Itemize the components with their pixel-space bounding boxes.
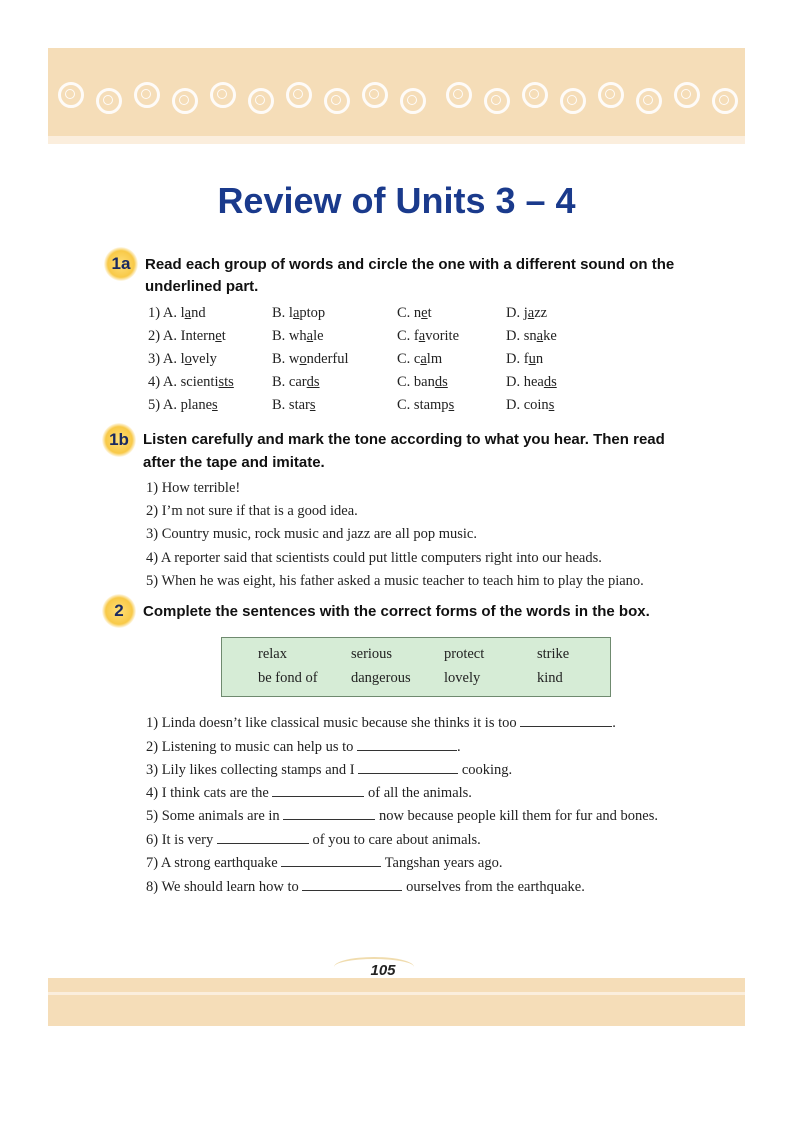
underlined-part: a — [418, 328, 426, 344]
sentence-text: 3) Lily likes collecting stamps and I — [146, 762, 355, 778]
section-badge-1a: 1a — [104, 247, 138, 281]
word-box-item: kind — [537, 670, 563, 686]
word-box-item: protect — [444, 646, 485, 662]
ring-ornament-icon — [712, 88, 738, 114]
answer-blank[interactable] — [281, 852, 381, 867]
underlined-part: ds — [306, 374, 320, 390]
word-option[interactable]: B. stars — [272, 397, 316, 413]
underlined-part: sts — [218, 374, 234, 390]
word-option[interactable]: C. net — [397, 305, 432, 321]
underlined-part: e — [421, 305, 428, 321]
word-option[interactable]: C. bands — [397, 374, 448, 390]
section-1a-instruction-line1: Read each group of words and circle the one with a different sound on the — [145, 256, 675, 273]
sentence-text: of you to care about animals. — [312, 832, 481, 848]
underlined-part: ds — [434, 374, 448, 390]
word-option[interactable]: B. cards — [272, 374, 320, 390]
fill-in-sentence — [146, 782, 472, 802]
ring-ornament-icon — [446, 82, 472, 108]
word-box-item: dangerous — [351, 670, 411, 686]
ring-ornament-icon — [248, 88, 274, 114]
sentence-text: of all the animals. — [368, 785, 472, 801]
word-box-item: serious — [351, 646, 393, 662]
word-box-item: relax — [258, 646, 287, 662]
underlined-part: e — [215, 328, 222, 344]
sentence-text: cooking. — [461, 762, 513, 778]
section-1a-instruction-line2: underlined part. — [145, 278, 259, 295]
ring-ornament-icon — [362, 82, 388, 108]
answer-blank[interactable] — [217, 829, 309, 844]
fill-in-sentence — [146, 805, 658, 825]
ring-ornament-icon — [636, 88, 662, 114]
fill-in-sentence — [146, 876, 585, 896]
word-box-item: strike — [537, 646, 570, 662]
ring-ornament-icon — [96, 88, 122, 114]
word-box — [221, 637, 611, 697]
word-option[interactable]: D. heads — [506, 374, 557, 390]
ring-ornament-icon — [134, 82, 160, 108]
answer-blank[interactable] — [357, 736, 457, 751]
answer-blank[interactable] — [302, 876, 402, 891]
underlined-part: o — [299, 351, 307, 367]
underlined-part: a — [306, 328, 314, 344]
word-option[interactable]: 1) A. land — [148, 305, 206, 321]
list-item: 5) When he was eight, his father asked a music teacher to teach him to play the piano. — [146, 573, 644, 589]
underlined-part: a — [527, 305, 535, 321]
word-option[interactable]: C. favorite — [397, 328, 460, 344]
ring-ornament-icon — [598, 82, 624, 108]
underlined-part: s — [448, 397, 455, 413]
sentence-text: ourselves from the earthquake. — [406, 879, 585, 895]
word-box-item: be fond of — [258, 670, 318, 686]
word-option[interactable]: 4) A. scientists — [148, 374, 234, 390]
word-option[interactable]: D. coins — [506, 397, 555, 413]
word-option[interactable]: D. jazz — [506, 305, 548, 321]
decorative-rings — [58, 80, 738, 114]
sentence-text: 5) Some animals are in — [146, 808, 280, 824]
section-badge-1b: 1b — [102, 423, 136, 457]
sentence-text: . — [457, 739, 461, 755]
word-box-item: lovely — [444, 670, 481, 686]
list-item: 3) Country music, rock music and jazz are all pop music. — [146, 526, 477, 542]
word-option[interactable]: B. wonderful — [272, 351, 349, 367]
underlined-part: a — [536, 328, 544, 344]
ring-ornament-icon — [210, 82, 236, 108]
fill-in-sentence — [146, 852, 502, 872]
ring-ornament-icon — [58, 82, 84, 108]
underlined-part: a — [420, 351, 427, 367]
page-number: 105 — [370, 962, 396, 979]
header-banner-strip — [48, 136, 745, 144]
word-option[interactable]: B. laptop — [272, 305, 326, 321]
word-option[interactable]: B. whale — [272, 328, 324, 344]
list-item: 2) I’m not sure if that is a good idea. — [146, 503, 358, 519]
list-item: 4) A reporter said that scientists could put little computers right into our heads. — [146, 550, 602, 566]
footer-band — [48, 978, 745, 1026]
underlined-part: ds — [543, 374, 557, 390]
sentence-text: 1) Linda doesn’t like classical music because she thinks it is too — [146, 715, 517, 731]
word-option[interactable]: 3) A. lovely — [148, 351, 217, 367]
underlined-part: u — [528, 351, 536, 367]
sentence-text: 7) A strong earthquake — [146, 855, 278, 871]
ring-ornament-icon — [484, 88, 510, 114]
ring-ornament-icon — [172, 88, 198, 114]
ring-ornament-icon — [286, 82, 312, 108]
section-1b-instruction-line1: Listen carefully and mark the tone according to what you hear. Then read — [143, 431, 665, 448]
sentence-text: now because people kill them for fur and bones. — [378, 808, 658, 824]
underlined-part: s — [548, 397, 555, 413]
answer-blank[interactable] — [283, 805, 375, 820]
answer-blank[interactable] — [358, 759, 458, 774]
fill-in-sentence — [146, 829, 481, 849]
sentence-text: 6) It is very — [146, 832, 214, 848]
sentence-text: . — [612, 715, 616, 731]
list-item: 1) How terrible! — [146, 480, 241, 496]
underlined-part: s — [309, 397, 316, 413]
sentence-text: 2) Listening to music can help us to — [146, 739, 354, 755]
word-option[interactable]: 2) A. Internet — [148, 328, 226, 344]
underlined-part: s — [212, 397, 218, 413]
ring-ornament-icon — [674, 82, 700, 108]
word-option[interactable]: C. stamps — [397, 397, 455, 413]
underlined-part: o — [184, 351, 192, 367]
answer-blank[interactable] — [520, 712, 612, 727]
word-option[interactable]: 5) A. planes — [148, 397, 218, 413]
word-option[interactable]: D. snake — [506, 328, 557, 344]
sentence-text: 8) We should learn how to — [146, 879, 299, 895]
word-option[interactable]: D. fun — [506, 351, 544, 367]
answer-blank[interactable] — [272, 782, 364, 797]
ring-ornament-icon — [400, 88, 426, 114]
sentence-text: Tangshan years ago. — [384, 855, 503, 871]
ring-ornament-icon — [324, 88, 350, 114]
page-title: Review of Units 3 – 4 — [217, 180, 576, 221]
underlined-part: a — [184, 305, 192, 321]
fill-in-sentence — [146, 736, 461, 756]
section-2-instruction: Complete the sentences with the correct forms of the words in the box. — [143, 603, 650, 620]
word-option[interactable]: C. calm — [397, 351, 443, 367]
sentence-text: 4) I think cats are the — [146, 785, 269, 801]
ring-ornament-icon — [560, 88, 586, 114]
fill-in-sentence — [146, 759, 512, 779]
underlined-part: a — [292, 305, 300, 321]
ring-ornament-icon — [522, 82, 548, 108]
fill-in-sentence — [146, 712, 616, 732]
section-1b-instruction-line2: after the tape and imitate. — [143, 454, 325, 471]
section-badge-2: 2 — [102, 594, 136, 628]
footer-strip — [48, 992, 745, 995]
